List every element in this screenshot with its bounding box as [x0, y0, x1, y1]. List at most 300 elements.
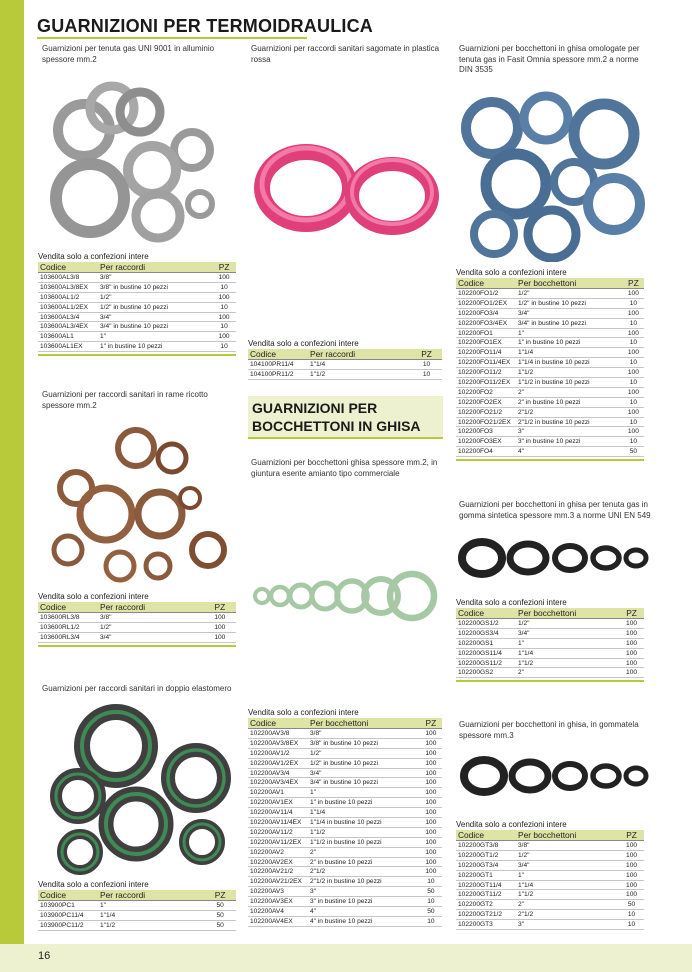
- page-title: GUARNIZIONI PER TERMOIDRAULICA: [37, 16, 373, 36]
- pack-quantity: 10: [212, 342, 236, 352]
- product-code: 102200AV2EX: [248, 857, 308, 867]
- product-size: 1"1/2: [516, 658, 619, 668]
- table-row: [248, 827, 442, 837]
- product-code: 102200FO1/2EX: [456, 298, 516, 308]
- product-code: 102200AV3/8EX: [248, 738, 308, 748]
- pack-quantity: 100: [619, 880, 644, 890]
- product-size: 1": [516, 870, 619, 880]
- table-block-av: [248, 708, 442, 927]
- table-row: [456, 900, 644, 910]
- product-code: 102200FO11/4EX: [456, 358, 516, 368]
- column-header: PZ: [420, 718, 442, 729]
- product-code: 102200AV21/2EX: [248, 877, 308, 887]
- pack-quantity: 100: [619, 841, 644, 851]
- pack-quantity: 10: [212, 302, 236, 312]
- product-description: Guarnizioni per bocchettoni in ghisa per tenuta gas in gomma sintetica spessore mm.3 a norme UNI EN 549: [459, 500, 651, 520]
- pack-quantity: 10: [420, 916, 442, 926]
- column-header: Codice: [248, 349, 308, 360]
- product-size: 1": [98, 332, 212, 342]
- title-underline: [37, 37, 307, 39]
- table-block-gommatela: [456, 820, 644, 930]
- product-size: 1": [308, 788, 420, 798]
- product-code: 102200FO21/2EX: [456, 417, 516, 427]
- product-size: 3/8" in bustine 10 pezzi: [308, 738, 420, 748]
- sale-note: Vendita solo a confezioni intere: [38, 592, 149, 601]
- product-size: 1/2": [98, 292, 212, 302]
- pack-quantity: 100: [420, 778, 442, 788]
- pack-quantity: 100: [619, 850, 644, 860]
- column-header: PZ: [619, 830, 644, 841]
- pack-quantity: 100: [204, 613, 236, 623]
- table-row: [456, 417, 644, 427]
- table-row: [248, 748, 442, 758]
- table-block-elastomero: [38, 880, 236, 931]
- product-code: 102200AV1EX: [248, 798, 308, 808]
- product-code: 102200AV2: [248, 847, 308, 857]
- product-size: 1/2": [516, 289, 623, 299]
- product-code: 102200AV1/2EX: [248, 758, 308, 768]
- product-code: 102200AV4: [248, 907, 308, 917]
- table-row: [38, 322, 236, 332]
- table-row: [248, 837, 442, 847]
- column-header: PZ: [204, 602, 236, 613]
- pack-quantity: 100: [420, 847, 442, 857]
- product-code: 102200FO3/4EX: [456, 318, 516, 328]
- product-size: 1"1/2: [98, 920, 204, 930]
- table-row: [38, 282, 236, 292]
- block-underline: [38, 354, 236, 356]
- pack-quantity: 100: [420, 798, 442, 808]
- column-header: Per bocchettoni: [516, 608, 619, 619]
- column-header: Per raccordi: [308, 349, 411, 360]
- product-code: 102200FO1/2: [456, 289, 516, 299]
- product-size: 2" in bustine 10 pezzi: [308, 857, 420, 867]
- column-header: Per bocchettoni: [308, 718, 420, 729]
- column-header: Codice: [38, 890, 98, 901]
- product-size: 1"1/2: [308, 827, 420, 837]
- sale-note: Vendita solo a confezioni intere: [456, 820, 567, 829]
- product-size: 3/8": [98, 613, 204, 623]
- product-size: 3/8": [516, 841, 619, 851]
- table-row: [456, 880, 644, 890]
- table-row: [248, 360, 442, 370]
- product-code: 103600AL1: [38, 332, 98, 342]
- product-size: 1/2": [516, 619, 619, 629]
- product-size: 1"1/4: [308, 360, 411, 370]
- product-code: 102200GT21/2: [456, 910, 516, 920]
- product-size: 1"1/4 in bustine 10 pezzi: [308, 818, 420, 828]
- product-table: [248, 718, 442, 927]
- product-code: 102200GT1/2: [456, 850, 516, 860]
- pack-quantity: 100: [623, 308, 644, 318]
- column-header: PZ: [623, 278, 644, 289]
- product-size: 3/4": [98, 632, 204, 642]
- product-size: 1/2": [308, 748, 420, 758]
- product-size: 1"1/2: [308, 369, 411, 379]
- pack-quantity: 100: [420, 857, 442, 867]
- product-description: Guarnizioni per raccordi sanitari sagomate in plastica rossa: [251, 44, 440, 64]
- product-size: 4": [516, 447, 623, 457]
- column-header: PZ: [411, 349, 442, 360]
- product-size: 1"1/4: [516, 648, 619, 658]
- product-photo-rame: [40, 418, 240, 590]
- product-size: 1/2": [98, 622, 204, 632]
- product-table: [456, 830, 644, 930]
- product-code: 103900PC11/4: [38, 910, 98, 920]
- product-code: 102200AV11/4EX: [248, 818, 308, 828]
- pack-quantity: 100: [619, 628, 644, 638]
- table-row: [248, 867, 442, 877]
- product-code: 102200GT2: [456, 900, 516, 910]
- product-code: 103600AL3/4: [38, 312, 98, 322]
- block-underline: [38, 645, 236, 647]
- table-row: [248, 857, 442, 867]
- product-photo-gommatela: [456, 750, 650, 806]
- table-row: [38, 332, 236, 342]
- product-code: 102200FO2: [456, 387, 516, 397]
- table-row: [456, 890, 644, 900]
- product-code: 102200AV3/4: [248, 768, 308, 778]
- pack-quantity: 10: [623, 437, 644, 447]
- product-size: 1" in bustine 10 pezzi: [516, 338, 623, 348]
- product-code: 103600AL1/2EX: [38, 302, 98, 312]
- product-table: [248, 349, 442, 380]
- table-row: [456, 298, 644, 308]
- table-row: [38, 901, 236, 911]
- product-code: 102200GT11/2: [456, 890, 516, 900]
- pack-quantity: 100: [623, 368, 644, 378]
- table-row: [456, 447, 644, 457]
- pack-quantity: 100: [623, 407, 644, 417]
- product-size: 1" in bustine 10 pezzi: [308, 798, 420, 808]
- table-row: [456, 328, 644, 338]
- pack-quantity: 100: [212, 292, 236, 302]
- product-size: 1"1/2 in bustine 10 pezzi: [308, 837, 420, 847]
- table-row: [456, 308, 644, 318]
- table-row: [248, 887, 442, 897]
- table-row: [38, 312, 236, 322]
- product-code: 102200FO3/4: [456, 308, 516, 318]
- pack-quantity: 10: [623, 358, 644, 368]
- product-description: Guarnizioni per tenuta gas UNI 9001 in alluminio spessore mm.2: [42, 44, 215, 64]
- product-size: 1"1/4: [308, 808, 420, 818]
- column-header: Codice: [38, 262, 98, 273]
- product-size: 2": [516, 387, 623, 397]
- product-code: 103900PC11/2: [38, 920, 98, 930]
- product-code: 103600RL3/4: [38, 632, 98, 642]
- section-underline: [248, 437, 443, 439]
- product-description: Guarnizioni per raccordi sanitari in rame ricotto spessore mm.2: [42, 390, 208, 410]
- table-block-fasit: [456, 268, 644, 461]
- product-size: 2"1/2: [516, 407, 623, 417]
- sale-note: Vendita solo a confezioni intere: [38, 252, 149, 261]
- sale-note: Vendita solo a confezioni intere: [456, 598, 567, 607]
- pack-quantity: 100: [623, 348, 644, 358]
- table-row: [456, 358, 644, 368]
- product-size: 3" in bustine 10 pezzi: [516, 437, 623, 447]
- product-photo-alluminio: [40, 70, 240, 250]
- product-code: 102200GS11/4: [456, 648, 516, 658]
- product-size: 1/2" in bustine 10 pezzi: [98, 302, 212, 312]
- pack-quantity: 100: [420, 827, 442, 837]
- table-row: [248, 897, 442, 907]
- pack-quantity: 100: [420, 748, 442, 758]
- pack-quantity: 100: [619, 619, 644, 629]
- table-row: [248, 788, 442, 798]
- section-title: [252, 399, 421, 435]
- sale-note: Vendita solo a confezioni intere: [38, 880, 149, 889]
- pack-quantity: 10: [623, 338, 644, 348]
- product-size: 1": [516, 638, 619, 648]
- product-code: 102200GT1: [456, 870, 516, 880]
- table-row: [248, 798, 442, 808]
- product-photo-plastica: [248, 110, 444, 260]
- table-row: [248, 808, 442, 818]
- pack-quantity: 10: [619, 910, 644, 920]
- product-code: 104100PR11/4: [248, 360, 308, 370]
- sale-note: Vendita solo a confezioni intere: [456, 268, 567, 277]
- product-code: 102200GS2: [456, 668, 516, 678]
- product-code: 102200FO1EX: [456, 338, 516, 348]
- product-size: 4": [308, 907, 420, 917]
- table-row: [456, 289, 644, 299]
- column-header: Per bocchettoni: [516, 278, 623, 289]
- column-header: Codice: [456, 830, 516, 841]
- product-size: 3/4": [516, 628, 619, 638]
- pack-quantity: 100: [420, 729, 442, 739]
- table-row: [38, 273, 236, 283]
- product-photo-elastomero: [40, 700, 240, 878]
- left-accent-bar: [0, 0, 24, 972]
- table-row: [456, 427, 644, 437]
- product-code: 102200FO3EX: [456, 437, 516, 447]
- product-size: 3/4": [98, 312, 212, 322]
- product-code: 102200AV11/2EX: [248, 837, 308, 847]
- pack-quantity: 50: [204, 901, 236, 911]
- pack-quantity: 10: [411, 369, 442, 379]
- product-size: 2": [308, 847, 420, 857]
- pack-quantity: 100: [623, 427, 644, 437]
- section-title-line: GUARNIZIONI PER: [252, 400, 378, 416]
- table-row: [248, 916, 442, 926]
- pack-quantity: 10: [212, 322, 236, 332]
- product-size: 4" in bustine 10 pezzi: [308, 916, 420, 926]
- column-header: PZ: [619, 608, 644, 619]
- pack-quantity: 10: [623, 397, 644, 407]
- product-size: 3": [308, 887, 420, 897]
- table-row: [248, 768, 442, 778]
- table-row: [248, 847, 442, 857]
- product-code: 102200GT3/4: [456, 860, 516, 870]
- table-row: [248, 758, 442, 768]
- product-table: [456, 278, 644, 457]
- table-block-rame: [38, 592, 236, 647]
- product-description: Guarnizioni per bocchettoni in ghisa omologate per tenuta gas in Fasit Omnia spessore mm.2 a norme DIN 3535: [459, 44, 640, 74]
- table-row: [456, 368, 644, 378]
- product-size: 1"1/2: [516, 368, 623, 378]
- pack-quantity: 100: [420, 788, 442, 798]
- product-size: 3/8": [98, 273, 212, 283]
- block-underline: [456, 680, 644, 682]
- product-photo-gomma: [456, 530, 650, 590]
- pack-quantity: 10: [212, 282, 236, 292]
- product-code: 103600RL3/8: [38, 613, 98, 623]
- pack-quantity: 50: [619, 900, 644, 910]
- pack-quantity: 100: [420, 738, 442, 748]
- product-code: 102200FO11/4: [456, 348, 516, 358]
- pack-quantity: 10: [623, 298, 644, 308]
- product-code: 103600RL1/2: [38, 622, 98, 632]
- pack-quantity: 10: [619, 920, 644, 930]
- table-row: [38, 613, 236, 623]
- pack-quantity: 10: [411, 360, 442, 370]
- pack-quantity: 100: [623, 387, 644, 397]
- product-size: 1"1/4 in bustine 10 pezzi: [516, 358, 623, 368]
- product-code: 102200AV3/8: [248, 729, 308, 739]
- product-size: 3/8" in bustine 10 pezzi: [98, 282, 212, 292]
- product-code: 102200GS11/2: [456, 658, 516, 668]
- product-description: Guarnizioni per raccordi sanitari in doppio elastomero: [42, 684, 232, 693]
- product-size: 2": [516, 668, 619, 678]
- product-table: [456, 608, 644, 678]
- product-code: 102200FO21/2: [456, 407, 516, 417]
- product-size: 2"1/2 in bustine 10 pezzi: [516, 417, 623, 427]
- product-size: 1" in bustine 10 pezzi: [98, 342, 212, 352]
- table-row: [38, 342, 236, 352]
- pack-quantity: 50: [204, 920, 236, 930]
- table-row: [456, 338, 644, 348]
- product-size: 3/4": [516, 860, 619, 870]
- table-row: [38, 632, 236, 642]
- pack-quantity: 100: [420, 808, 442, 818]
- table-row: [248, 877, 442, 887]
- pack-quantity: 10: [420, 897, 442, 907]
- product-code: 102200GT3: [456, 920, 516, 930]
- pack-quantity: 100: [619, 860, 644, 870]
- product-code: 102200FO11/2EX: [456, 378, 516, 388]
- table-row: [456, 628, 644, 638]
- table-row: [456, 397, 644, 407]
- product-code: 102200GT3/8: [456, 841, 516, 851]
- pack-quantity: 10: [420, 877, 442, 887]
- table-row: [456, 378, 644, 388]
- pack-quantity: 100: [204, 632, 236, 642]
- pack-quantity: 100: [420, 768, 442, 778]
- product-size: 3/4" in bustine 10 pezzi: [516, 318, 623, 328]
- pack-quantity: 100: [212, 332, 236, 342]
- pack-quantity: 50: [420, 887, 442, 897]
- product-code: 102200AV1: [248, 788, 308, 798]
- product-size: 3/8": [308, 729, 420, 739]
- table-row: [248, 729, 442, 739]
- pack-quantity: 50: [204, 910, 236, 920]
- column-header: Per raccordi: [98, 262, 212, 273]
- pack-quantity: 100: [623, 328, 644, 338]
- table-row: [456, 348, 644, 358]
- table-row: [38, 302, 236, 312]
- table-row: [456, 841, 644, 851]
- product-code: 102200AV3/4EX: [248, 778, 308, 788]
- product-size: 1"1/4: [516, 348, 623, 358]
- pack-quantity: 10: [623, 318, 644, 328]
- product-code: 102200AV11/2: [248, 827, 308, 837]
- pack-quantity: 100: [420, 867, 442, 877]
- product-size: 3": [516, 427, 623, 437]
- footer-band: [0, 944, 692, 972]
- product-code: 102200FO2EX: [456, 397, 516, 407]
- product-size: 1/2": [516, 850, 619, 860]
- table-row: [456, 910, 644, 920]
- table-row: [38, 292, 236, 302]
- product-size: 3": [516, 920, 619, 930]
- block-underline: [456, 459, 644, 461]
- pack-quantity: 100: [204, 622, 236, 632]
- table-row: [456, 387, 644, 397]
- table-row: [248, 907, 442, 917]
- product-code: 102200FO3: [456, 427, 516, 437]
- column-header: Per raccordi: [98, 602, 204, 613]
- table-row: [456, 860, 644, 870]
- pack-quantity: 100: [420, 758, 442, 768]
- product-photo-fasit: [456, 84, 650, 262]
- table-row: [456, 870, 644, 880]
- product-code: 103600AL1/2: [38, 292, 98, 302]
- column-header: Codice: [456, 608, 516, 619]
- table-row: [456, 668, 644, 678]
- product-size: 1"1/2 in bustine 10 pezzi: [516, 378, 623, 388]
- product-table: [38, 262, 236, 352]
- product-code: 102200AV4EX: [248, 916, 308, 926]
- product-size: 2"1/2 in bustine 10 pezzi: [308, 877, 420, 887]
- table-row: [456, 437, 644, 447]
- table-row: [456, 318, 644, 328]
- table-row: [456, 920, 644, 930]
- product-table: [38, 890, 236, 931]
- pack-quantity: 50: [623, 447, 644, 457]
- product-code: 102200AV11/4: [248, 808, 308, 818]
- product-size: 1/2" in bustine 10 pezzi: [516, 298, 623, 308]
- table-row: [248, 369, 442, 379]
- column-header: Codice: [456, 278, 516, 289]
- table-block-gomma: [456, 598, 644, 682]
- product-size: 2"1/2: [516, 910, 619, 920]
- product-code: 102200AV3EX: [248, 897, 308, 907]
- product-code: 103600AL3/8EX: [38, 282, 98, 292]
- pack-quantity: 100: [619, 638, 644, 648]
- pack-quantity: 100: [212, 312, 236, 322]
- table-row: [456, 658, 644, 668]
- product-code: 102200GT11/4: [456, 880, 516, 890]
- product-code: 102200AV3: [248, 887, 308, 897]
- product-size: 3/4": [308, 768, 420, 778]
- product-size: 1"1/2: [516, 890, 619, 900]
- product-table: [38, 602, 236, 643]
- product-size: 3" in bustine 10 pezzi: [308, 897, 420, 907]
- product-code: 102200AV1/2: [248, 748, 308, 758]
- product-size: 3/4": [516, 308, 623, 318]
- product-size: 1": [516, 328, 623, 338]
- table-row: [456, 638, 644, 648]
- product-code: 102200GS1/2: [456, 619, 516, 629]
- product-size: 3/4" in bustine 10 pezzi: [98, 322, 212, 332]
- product-size: 1"1/4: [516, 880, 619, 890]
- pack-quantity: 100: [212, 273, 236, 283]
- product-size: 1": [98, 901, 204, 911]
- table-row: [38, 920, 236, 930]
- product-code: 102200FO1: [456, 328, 516, 338]
- product-size: 1"1/4: [98, 910, 204, 920]
- column-header: PZ: [212, 262, 236, 273]
